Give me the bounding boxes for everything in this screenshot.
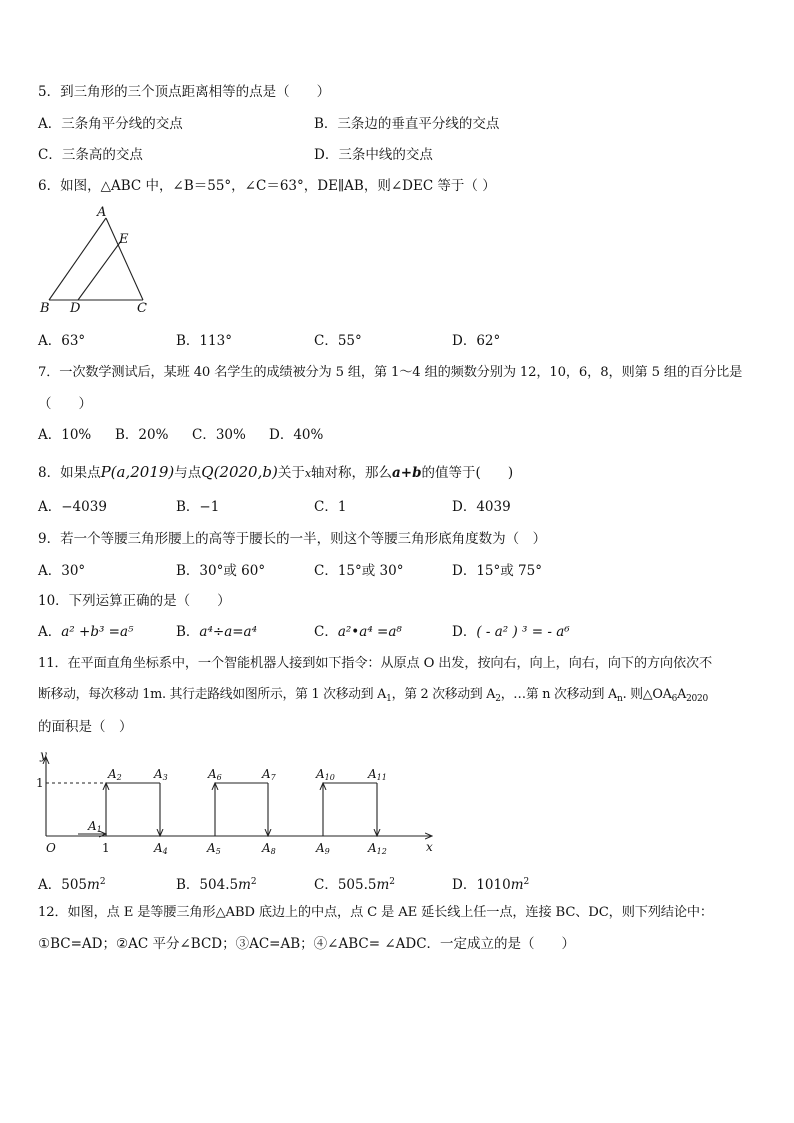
q7-option-b: B．20% (115, 427, 169, 443)
x-tick-1: 1 (102, 841, 110, 855)
q11-stem-line2: 断移动，每次移动 1m. 其行走路线如图所示，第 1 次移动到 $A_1$，第 2 次移动到 $A_2$，…第 n 次移动到 $A_n$. 则$\triangle OA_6A_{2020}$ (38, 687, 708, 704)
q5-option-c: C．三条高的交点 (38, 147, 143, 163)
label-a: A (97, 205, 107, 220)
x-axis-label: x (426, 840, 433, 854)
q12-stem-line2: ①BC=AD；②AC 平分∠BCD；③AC=AB；④∠ABC= ∠ADC．一定成立的是（ ） (38, 936, 576, 952)
q6-option-c: C．55° (314, 333, 362, 349)
point-q: Q(2020,b) (201, 463, 278, 481)
label-a10: A10 (316, 767, 335, 782)
sum-expression: a+b (392, 465, 422, 481)
q8-option-b: B．−1 (176, 499, 220, 515)
label-a1: A1 (88, 819, 102, 834)
q9-option-b: B．30°或 60° (176, 563, 266, 579)
q11-option-b: B．$504.5m^2$ (176, 877, 257, 893)
q8-option-c: C．1 (314, 499, 347, 515)
y-axis-label: y (40, 748, 47, 762)
y-tick-1: 1 (36, 776, 44, 790)
q8-option-d: D．4039 (452, 499, 511, 515)
label-a5: A5 (207, 841, 221, 856)
label-d: D (70, 301, 81, 316)
q11-robot-path-figure (30, 745, 440, 860)
q10-stem: 10．下列运算正确的是（ ） (38, 593, 231, 609)
q11-stem-line1: 11．在平面直角坐标系中，一个智能机器人接到如下指令：从原点 O 出发，按向右，向上，向右，向下的方向依次不 (38, 656, 713, 671)
label-a7: A7 (262, 767, 276, 782)
q5-option-d: D．三条中线的交点 (314, 147, 433, 163)
q7-stem-line2: （ ） (38, 396, 92, 412)
q6-option-a: A．63° (38, 333, 86, 349)
q10-option-d: D．( - a² ) ³ = - a⁶ (452, 624, 570, 640)
q7-option-c: C．30% (192, 427, 246, 443)
q9-option-d: D．15°或 75° (452, 563, 542, 579)
q11-option-a: A．$505m^2$ (38, 877, 106, 893)
label-a4: A4 (154, 841, 168, 856)
q6-option-d: D．62° (452, 333, 501, 349)
q11-option-d: D．$1010m^2$ (452, 877, 530, 893)
label-a8: A8 (262, 841, 276, 856)
q9-option-c: C．15°或 30° (314, 563, 404, 579)
label-b: B (40, 301, 50, 316)
q8-stem: 8．如果点P(a,2019)与点Q(2020,b)关于x轴对称，那么a+b的值等于( ) (38, 463, 514, 481)
q11-stem-line3: 的面积是（ ） (38, 719, 133, 735)
q6-stem: 6．如图，△ABC 中，∠B＝55°，∠C＝63°，DE∥AB，则∠DEC 等于（ ） (38, 178, 496, 194)
q6-option-b: B．113° (176, 333, 232, 349)
q5-option-b: B．三条边的垂直平分线的交点 (314, 116, 500, 132)
label-a3: A3 (154, 767, 168, 782)
q5-option-a: A．三条角平分线的交点 (38, 116, 183, 132)
label-a9: A9 (316, 841, 330, 856)
q10-option-c: C．a²•a⁴ =a⁸ (314, 624, 402, 640)
q11-option-c: C．$505.5m^2$ (314, 877, 396, 893)
q9-option-a: A．30° (38, 563, 86, 579)
q12-stem-line1: 12．如图，点 E 是等腰三角形△ABD 底边上的中点，点 C 是 AE 延长线上任一点，连接 BC、DC，则下列结论中： (38, 905, 713, 920)
label-a11: A11 (368, 767, 387, 782)
label-a6: A6 (208, 767, 222, 782)
q10-option-b: B．a⁴÷a=a⁴ (176, 624, 258, 640)
label-a2: A2 (108, 767, 122, 782)
q8-option-a: A．−4039 (38, 499, 107, 515)
label-a12: A12 (368, 841, 387, 856)
q7-option-d: D．40% (269, 427, 324, 443)
q5-stem: 5．到三角形的三个顶点距离相等的点是（ ） (38, 84, 331, 100)
point-p: P(a,2019) (100, 463, 175, 481)
q10-option-a: A．a² +b³ =a⁵ (38, 624, 134, 640)
axis-variable: x (304, 467, 312, 480)
q7-stem-line1: 7．一次数学测试后，某班 40 名学生的成绩被分为 5 组，第 1～4 组的频数分别为 12，10，6，8，则第 5 组的百分比是 (38, 365, 743, 380)
q9-stem: 9．若一个等腰三角形腰上的高等于腰长的一半，则这个等腰三角形底角度数为（ ） (38, 531, 547, 547)
label-c: C (137, 301, 147, 316)
label-e: E (119, 232, 129, 247)
q6-triangle-figure (36, 200, 166, 320)
origin-label: O (46, 841, 56, 855)
q7-option-a: A．10% (38, 427, 92, 443)
